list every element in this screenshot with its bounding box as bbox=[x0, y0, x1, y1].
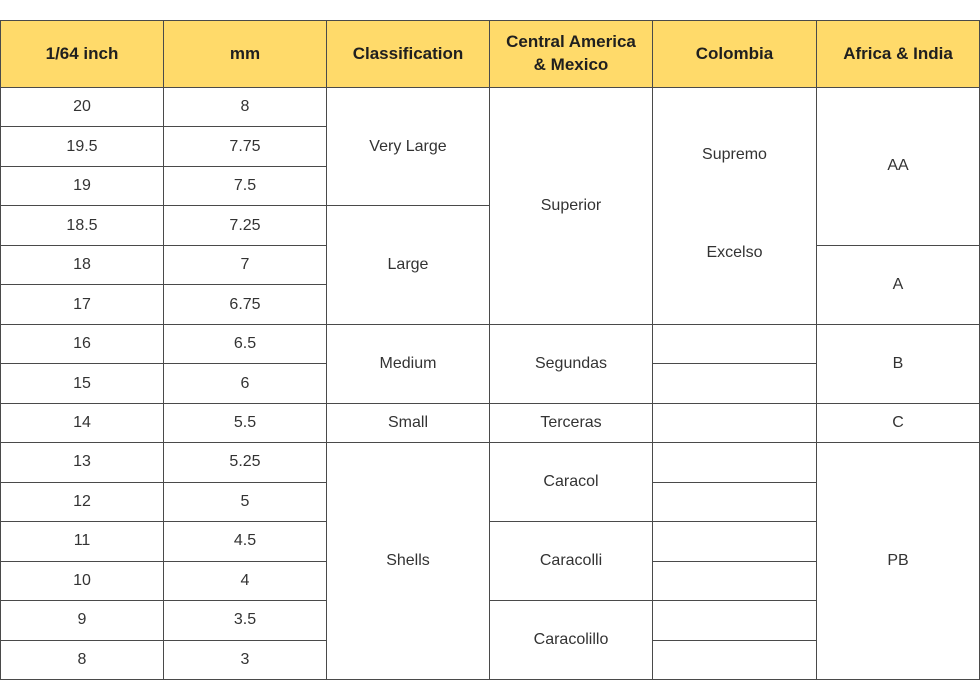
central-america-segundas: Segundas bbox=[490, 325, 653, 404]
classification-large: Large bbox=[327, 206, 490, 324]
cell-inch: 9 bbox=[0, 601, 164, 640]
central-america-superior: Superior bbox=[490, 88, 653, 325]
classification-shells: Shells bbox=[327, 443, 490, 680]
africa-india-pb: PB bbox=[817, 443, 980, 680]
africa-india-c: C bbox=[817, 404, 980, 443]
cell-inch: 14 bbox=[0, 404, 164, 443]
cell-mm: 5.25 bbox=[164, 443, 327, 482]
classification-small: Small bbox=[327, 404, 490, 443]
header-africa-india: Africa & India bbox=[817, 20, 980, 88]
cell-inch: 12 bbox=[0, 483, 164, 522]
colombia-empty-cell bbox=[653, 641, 817, 680]
colombia-empty-cell bbox=[653, 364, 817, 403]
header-colombia: Colombia bbox=[653, 20, 817, 88]
cell-mm: 5 bbox=[164, 483, 327, 522]
africa-india-a: A bbox=[817, 246, 980, 325]
colombia-empty-cell bbox=[653, 522, 817, 561]
cell-mm: 3.5 bbox=[164, 601, 327, 640]
cell-mm: 3 bbox=[164, 641, 327, 680]
cell-mm: 6 bbox=[164, 364, 327, 403]
cell-inch: 13 bbox=[0, 443, 164, 482]
colombia-empty-cell bbox=[653, 443, 817, 482]
cell-mm: 7.25 bbox=[164, 206, 327, 245]
classification-medium: Medium bbox=[327, 325, 490, 404]
cell-inch: 8 bbox=[0, 641, 164, 680]
colombia-empty-cell bbox=[653, 562, 817, 601]
colombia-empty-cell bbox=[653, 483, 817, 522]
cell-inch: 19 bbox=[0, 167, 164, 206]
colombia-empty-cell bbox=[653, 601, 817, 640]
cell-mm: 5.5 bbox=[164, 404, 327, 443]
cell-inch: 18 bbox=[0, 246, 164, 285]
cell-mm: 4 bbox=[164, 562, 327, 601]
header-central-america: Central America & Mexico bbox=[490, 20, 653, 88]
cell-mm: 8 bbox=[164, 88, 327, 127]
colombia-supremo-excelso bbox=[653, 88, 817, 325]
cell-inch: 16 bbox=[0, 325, 164, 364]
colombia-empty-cell bbox=[653, 404, 817, 443]
cell-inch: 18.5 bbox=[0, 206, 164, 245]
cell-inch: 19.5 bbox=[0, 127, 164, 166]
colombia-supremo: Supremo bbox=[702, 146, 767, 163]
colombia-excelso: Excelso bbox=[706, 243, 763, 261]
classification-very-large: Very Large bbox=[327, 88, 490, 206]
cell-mm: 4.5 bbox=[164, 522, 327, 561]
colombia-empty-cell bbox=[653, 325, 817, 364]
central-america-terceras: Terceras bbox=[490, 404, 653, 443]
central-america-caracolli: Caracolli bbox=[490, 522, 653, 601]
cell-mm: 7.75 bbox=[164, 127, 327, 166]
cell-inch: 20 bbox=[0, 88, 164, 127]
header-inch: 1/64 inch bbox=[0, 20, 164, 88]
coffee-bean-size-table bbox=[0, 20, 980, 680]
cell-inch: 11 bbox=[0, 522, 164, 561]
cell-inch: 15 bbox=[0, 364, 164, 403]
africa-india-b: B bbox=[817, 325, 980, 404]
africa-india-aa: AA bbox=[817, 88, 980, 246]
central-america-caracol: Caracol bbox=[490, 443, 653, 522]
cell-inch: 17 bbox=[0, 285, 164, 324]
header-mm: mm bbox=[164, 20, 327, 88]
cell-mm: 7 bbox=[164, 246, 327, 285]
cell-mm: 6.5 bbox=[164, 325, 327, 364]
central-america-caracolillo: Caracolillo bbox=[490, 601, 653, 680]
cell-mm: 6.75 bbox=[164, 285, 327, 324]
header-classification: Classification bbox=[327, 20, 490, 88]
cell-mm: 7.5 bbox=[164, 167, 327, 206]
cell-inch: 10 bbox=[0, 562, 164, 601]
